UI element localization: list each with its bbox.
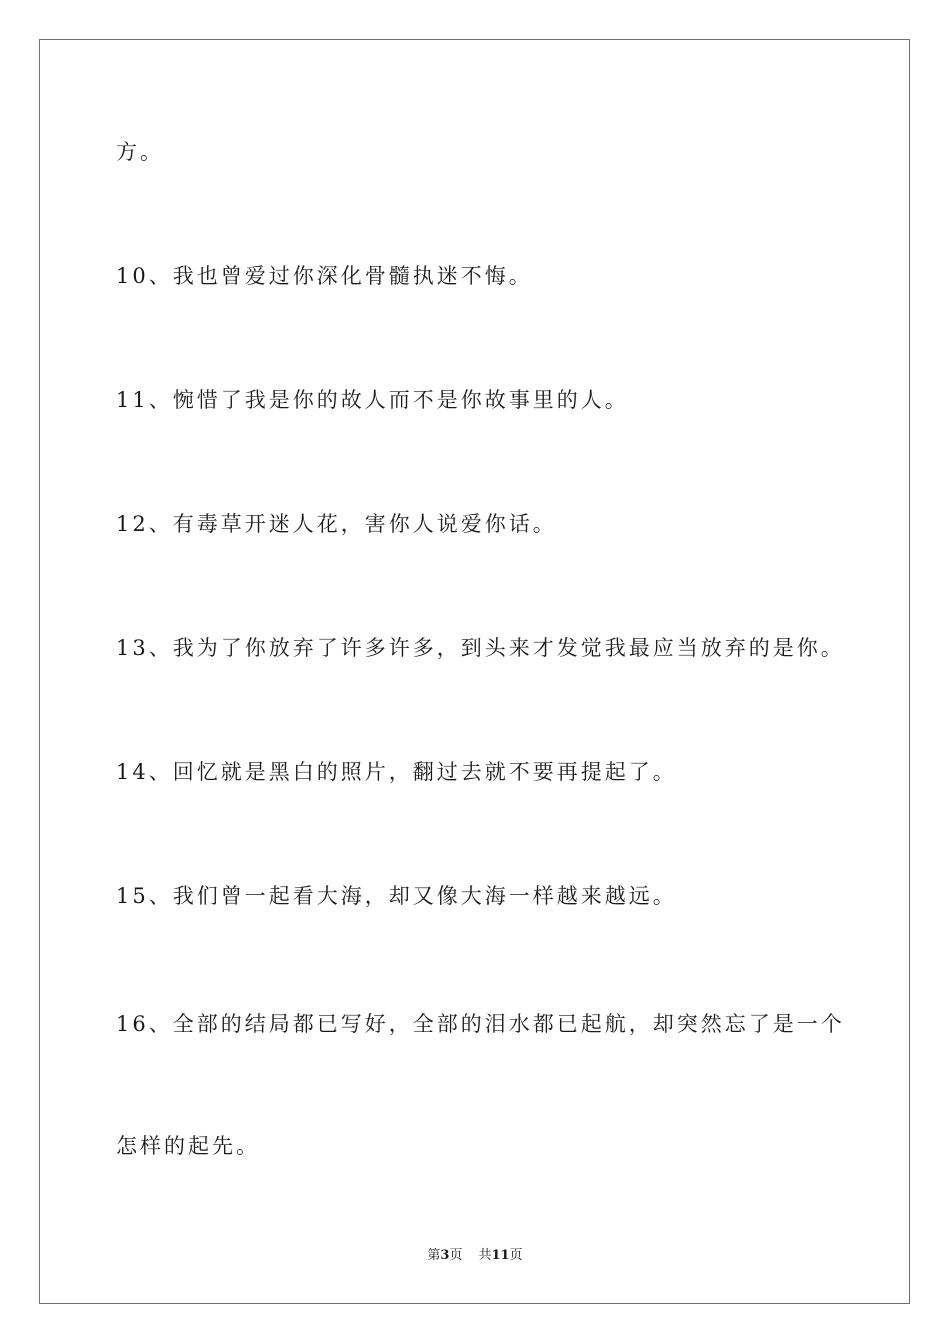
quote-13: 13、我为了你放弃了许多许多，到头来才发觉我最应当放弃的是你。	[116, 636, 845, 660]
page-suffix: 页	[449, 1248, 463, 1263]
total-suffix: 页	[509, 1248, 523, 1263]
text-line-continuation: 方。	[116, 140, 164, 164]
page-prefix: 第	[427, 1248, 441, 1263]
quote-15: 15、我们曾一起看大海，却又像大海一样越来越远。	[116, 884, 677, 908]
total-pages: 11	[491, 1248, 510, 1263]
page-number: 3	[440, 1248, 450, 1263]
page-footer	[0, 1247, 950, 1265]
total-prefix: 共	[478, 1248, 492, 1263]
quote-12: 12、有毒草开迷人花，害你人说爱你话。	[116, 512, 557, 536]
quote-14: 14、回忆就是黑白的照片，翻过去就不要再提起了。	[116, 760, 677, 784]
quote-10: 10、我也曾爱过你深化骨髓执迷不悔。	[116, 264, 533, 288]
quote-11: 11、惋惜了我是你的故人而不是你故事里的人。	[116, 388, 629, 412]
quote-16: 16、全部的结局都已写好，全部的泪水都已起航，却突然忘了是一个	[116, 1012, 845, 1036]
quote-16-continuation: 怎样的起先。	[116, 1134, 260, 1158]
page-frame	[39, 39, 910, 1304]
